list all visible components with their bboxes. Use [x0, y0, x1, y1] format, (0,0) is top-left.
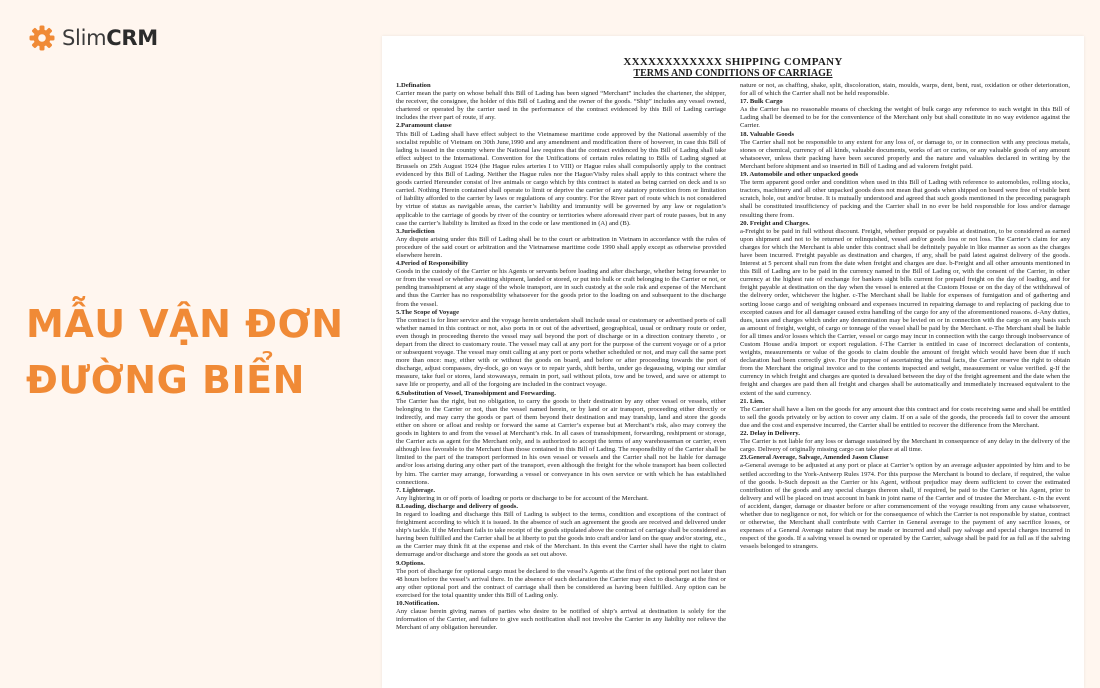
clause-text: Carrier mean the party on whose behalf this Bill of Lading has been signed “Merchant” includes the chartener, the shipper, the receiver, the consignee, the holder of this Bill of Lading and the owner of the goods. “Ship” includes any vessel owned, chartered or operated by the carrier used in the performance of the contract evidenced by this Bill of Lading carriage includes the river part of route, if any. [396, 90, 726, 122]
clause-heading: 22. Delay in Delivery. [740, 430, 800, 438]
brand-prefix: Slim [62, 26, 107, 50]
clause-text: As the Carrier has no reasonable means of checking the weight of bulk cargo any reference to such weight in this Bill of Lading shall be deemed to be for the convenience of the Merchant only but shall constitute in no way evidence against the Carrier. [740, 106, 1070, 130]
clause-text: a-Freight to be paid in full without discount. Freight, whether prepaid or payable at destination, to be considered as earned upon shipment and not to be returned or relinquished, vessel and/or goods loss or not loss. The Carrier’s claim for any charges for which the Merchant is able under this contract shall be definitely payable in like manner as soon as the charges have been incurred. Freight payable as destination and charges, if any, shall be paid latest against delivery of the goods. Interest at 5 percent shall run from the date when freight and charges are due. b-Freight and all other amounts mentioned in this Bill of Lading are to be paid in the currency named in the Bill of Lading or, with the consent of the Carrier, in other currency at the highest rate of exchange for bankers sight bills current for prepaid freight on the day of loading, and for freight payable at destination on the day when the vessel is entered at the Custom House or on the day of the withdrawal of the delivery order, whichever the higher. c-The Merchant shall be liable for expenses of fumigation and of gathering and sorting loose cargo and of weighing onboard and expenses incurred in repairing damage to and replacing of packing due to excepted causes and for all damager caused extra handling of the cargo for any of the aforementioned reasons. d-Any duties, dues, taxes and charges which under any denomination may be levied on or in connection with the cargo on any basis such as amount of freight, weight, of cargo or tonnage of the vessel shall be paid by the Merchant. e-The Merchant shall be liable for all times and/or losses which the Carrier, vessel or cargo may incur in connection with the cargo through inobservance of Custom House and/a import or export regulation. f-The Carrier is entitled in case of incorrect declaration of contents, weights, measurements or value of the goods to claim double the amount of freight which would have been due if such declaration had been correctly give. For the purpose of ascertaining the actual facts, the Carrier reserve the right to obtain from the Merchant the original invoice and to the contents inspected and weight, measurement or value verified. g-If the currency in which freight and charges are quoted is devalued between the day of the freight agreement and the date when the freight and charges are paid then all freight and charges shall be automatically and immediately increased equivalent to the extent of the said currency. [740, 227, 1070, 397]
clause-text: Any dispute arising under this Bill of Lading shall be to the court or arbitration in Vietnam in accordance with the rules of procedure of the said court or arbitration and the Vietnamese maritime code 1990 shall apply except as otherwise provided elsewhere herein. [396, 235, 726, 259]
clause-heading: 19. Automobile and other unpacked goods [740, 171, 859, 179]
clause-text: The term apparent good order and condition when used in this Bill of Lading with reference to automobiles, rolling stocks, tractors, machinery and all other unpacked goods does not mean that goods when shipped on board were free of visible bent scratch, hole, out and/or bruise. It is mutually understood and agreed that such goods mentioned in the preceding paragraph shall be constituted insufficiency of packing and the Carrier shall in no ever be held responsible for loss and/or damage resulting there from. [740, 179, 1070, 219]
clause-heading: 8.Loading, discharge and delivery of goods. [396, 502, 518, 510]
gear-icon [28, 24, 56, 52]
clause-heading: 2.Paramount clause [396, 122, 452, 130]
brand-name [62, 26, 158, 50]
clause-heading: 9.Options. [396, 559, 425, 567]
clause-text: This Bill of Lading shall have effect subject to the Vietnamese maritime code approved by the National assembly of the socialist republic of Vietnam on 30th June,1990 and any amendment and modification there of however, in case this Bill of lading is issued in the country where the National law requires that the contract evidenced by this Bill of Lading shall take effect subject to the International. Convention for the Unifications of certain rules relating to Bills of Lading signed at Brussels on 25th August 1924 (the Hague rules arteries I to VIII) or Hague rules shall compulsorily apply to the contract evidenced by this Bill of Lading. Neither the Hague rules nor the Hague/Visby rules shall apply to this contract where the goods carried Hereunder consist of live animals or cargo which by this contract is stated as being carried on deck and is so carried. Nothing Herein contained shall operate to limit or deprive the carrier of any statutory protection from or limitation of liability afforded to the carrier by laws or regulations of any country. For the River part of route which is not considered by virtue of status as navigable areas, the carrier’s liability and immunity will be governed by any law or regulation’s applicable to the carriage of goods by river of the country or territories where aforesaid river part of route passes, but in any case the carrier’s liability is limited as fixed in the code or law mentioned in (A) and (B). [396, 130, 726, 227]
document-columns [396, 82, 1070, 632]
clause-heading: 5.The Scope of Voyage [396, 308, 460, 316]
headline-line-1: MẪU VẬN ĐƠN [26, 302, 344, 346]
clause-heading: 20. Freight and Charges. [740, 219, 810, 227]
clause-heading: 23.General Average, Salvage, Amended Jason Clause [740, 454, 889, 462]
clause-text: Goods in the custody of the Carrier or his Agents or servants before loading and after discharge, whether being forwarder to or from the vessel or whether awaiting shipment, landed or stored, or put into hulk or craft belonging to the Carrier or not, or pending transshipment at any stage of the whole transport, are in such custody at the sole risk and expense of the Merchant and thus the Carrier has no responsibility whatsoever for the goods prior to the loading on and subsequent to the discharge from the vessel. [396, 268, 726, 308]
clause-text: a-General average to be adjusted at any port or place at Carrier’s option by an average adjuster appointed by him and to be settled according to the York-Antwerp Rules 1974. For this purpose the Merchant is bound to declare, if required, the value of the goods. b-Such deposit as the Carrier or his Agent, without prejudice may deem sufficient to cover the estimated contribution of the goods and any special charges thereon shall, if required, be paid to the Carrier or his Agent, prior to delivery and will be placed on trust account in bank in joint name of the Carrier and of trustee the Merchant. c-In the event of accident, danger, damage or disaster before or after commencement of the voyage resulting from any cause whatsoever, whether due to negligence or not, for which or for the consequence of which the Carrier is not responsible by statue, contract or otherwise, the Merchant shall contribute with Carrier in General average to the payment of any sacrifice losses, or expenses of a General Average nature that may be made or incurred and shall pay salvage and special charges incurred in respect of the goods. If a salving vessel is owned or operated by the Carrier, salvage shall be paid for as full as if the salving vessels belonged to strangers. [740, 462, 1070, 551]
document-header [382, 36, 1084, 80]
bill-of-lading-document [382, 36, 1084, 688]
left-column [396, 82, 726, 632]
clause-heading: 17. Bulk Cargo [740, 98, 783, 106]
document-subtitle: TERMS AND CONDITIONS OF CARRIAGE [633, 68, 833, 79]
clause-heading: 4.Period of Responsibility [396, 260, 469, 268]
clause-text: The Carrier is not liable for any loss or damage sustained by the Merchant in consequence of any delay in the delivery of the cargo. Delivery of originally missing cargo can take place at all time. [740, 438, 1070, 454]
right-column [740, 82, 1070, 632]
clause-heading: 3.Jurisdiction [396, 227, 435, 235]
clause-heading: 1.Defination [396, 82, 431, 89]
company-name: XXXXXXXXXXXX SHIPPING COMPANY [623, 56, 843, 68]
clause-text: Any lightering in or off ports of loading or ports or discharge to be for account of the Merchant. [396, 494, 649, 502]
brand-suffix: CRM [106, 26, 158, 50]
clause-text: The contract is for liner service and the voyage herein undertaken shall include usual or customary or advertised ports of call whether named in this contract or not, also ports in or out of the advertised, geographical, usual or ordinary route or order, even though in proceeding thereto the vessel may sail beyond the port of discharge or in a direction contrary thereto , or depart from the direct to customary route. The vessel may call at any port for the purpose of the current voyage or of a prior or subsequent voyage. The vessel may omit calling at any port or ports whether scheduled or not, and may call the same port more than once: may, either with or without the goods on board, and before or after proceeding towards the port of discharge, adjust compasses, dry-dock, go on ways or to repair yards, shift berths, under go degaussing, wiping our similar measure, take fuel or stores, land stowaways, remain in port, sail without pilots, tow and be towed, and save or attempt to save life or property, and all of the forgoing are included in the contract voyage. [396, 316, 726, 389]
clause-text: The port of discharge for optional cargo must be declared to the vessel’s Agents at the first of the optional port not later than 48 hours before the vessel’s arrival there. In the absence of such declaration the Carrier may elect to discharge at the first or any other optional port and the contract of carriage shall then be considered as having been fulfilled. Any option can be exercised for the total quantity under this Bill of Lading only. [396, 567, 726, 599]
clause-heading: 21. Lien. [740, 397, 765, 405]
brand-logo [28, 24, 158, 52]
clause-text: The Carrier shall have a lien on the goods for any amount due this contract and for costs receiving same and shall be entitled to sell the goods privately or by action to cover any claim. If on a sale of the goods, the proceeds fail to cover the amount due and the cost and expensive incurred, the Carrier shall be entitled to recover the difference from the Merchant. [740, 405, 1070, 429]
clause-text: The Carrier has the right, but no obligation, to carry the goods to their destination by any other vessel or vessels, either belonging to the Carrier or not, than the vessel named herein, or by land or air transport, proceeding either directly or indirectly, and may carry the goods or part of them beyond their destination and may tranship, land and store the goods either on shore or afloat and reship or forward the same at Carrier’s expense but at Merchant’s risk, also may convey the goods in lighters to and from the vessel at Merchant’s risk. In all cases of transshipment, forwarding, reshipment or storage, the Carrier acts as agent for the Merchant only, and is authorized to accept the terms of any warehouseman or carrier, even although less favorable to the Merchant than those contained in this Bill of Lading. The responsibility of the Carrier shall be limited to the part of the transport performed in his own vessel or vessels and the Carrier shall not be liable for damage and/or loss arising during any other part of the transport, even although the freight for the whole transport has been collected by him. The carrier may arrange, forwarding a vessel or conveyance in his own service or with which he has established connections. [396, 397, 726, 486]
clause-text: nature or not, as chaffing, shake, split, discoloration, stain, moulds, warps, dent, bent, rust, oxidation or other deterioration, for all of which the Carrier shall not be held responsible. [740, 82, 1070, 98]
clause-heading: 18. Valuable Goods [740, 130, 795, 138]
headline-line-2: ĐƯỜNG BIỂN [26, 358, 305, 402]
clause-text: Any clause herein giving names of parties who desire to be notified of ship’s arrival at destination is solely for the information of the Carrier, and failure to give such notification shall not involve the Carrier in any liability nor relieve the Merchant of any obligation hereunder. [396, 608, 726, 632]
clause-heading: 7. Lighterage. [396, 486, 436, 494]
clause-text: In regard to loading and discharge this Bill of Lading is subject to the terms, condition and exceptions of the contract of freightment according to which it is issued. In the absence of such an agreement the goods are received and delivered under ship’s tackle. If the Merchant fails to take receipt of the goods stipulated above the contract of carriage shall be considered as having been fulfilled and the Carrier shall be at liberty to put the goods into craft and/or land on the quay and/or storing, etc., as the Carrier may think fit at the expense and risk of the Merchant. In this event the Carrier shall have the right to claim demurrage and/or discharge and store the goods as set out above. [396, 510, 726, 559]
clause-text: The Carrier shall not be responsible to any extent for any loss of, or damage to, or in connection with any precious metals, stones or chemical, currency of all kinds, valuable documents, works of art or curios, or any valuable goods of any amount whatsoever, unless their packing have been secured properly and the nature and valuables declared in writing by the Merchant before shipment and so inserted in Bill of Lading and ad valorem freight paid. [740, 138, 1070, 170]
page-headline [26, 296, 356, 408]
clause-heading: 6.Substitution of Vessel, Transshipment and Forwarding. [396, 389, 556, 397]
clause-heading: 10.Notification. [396, 600, 440, 607]
